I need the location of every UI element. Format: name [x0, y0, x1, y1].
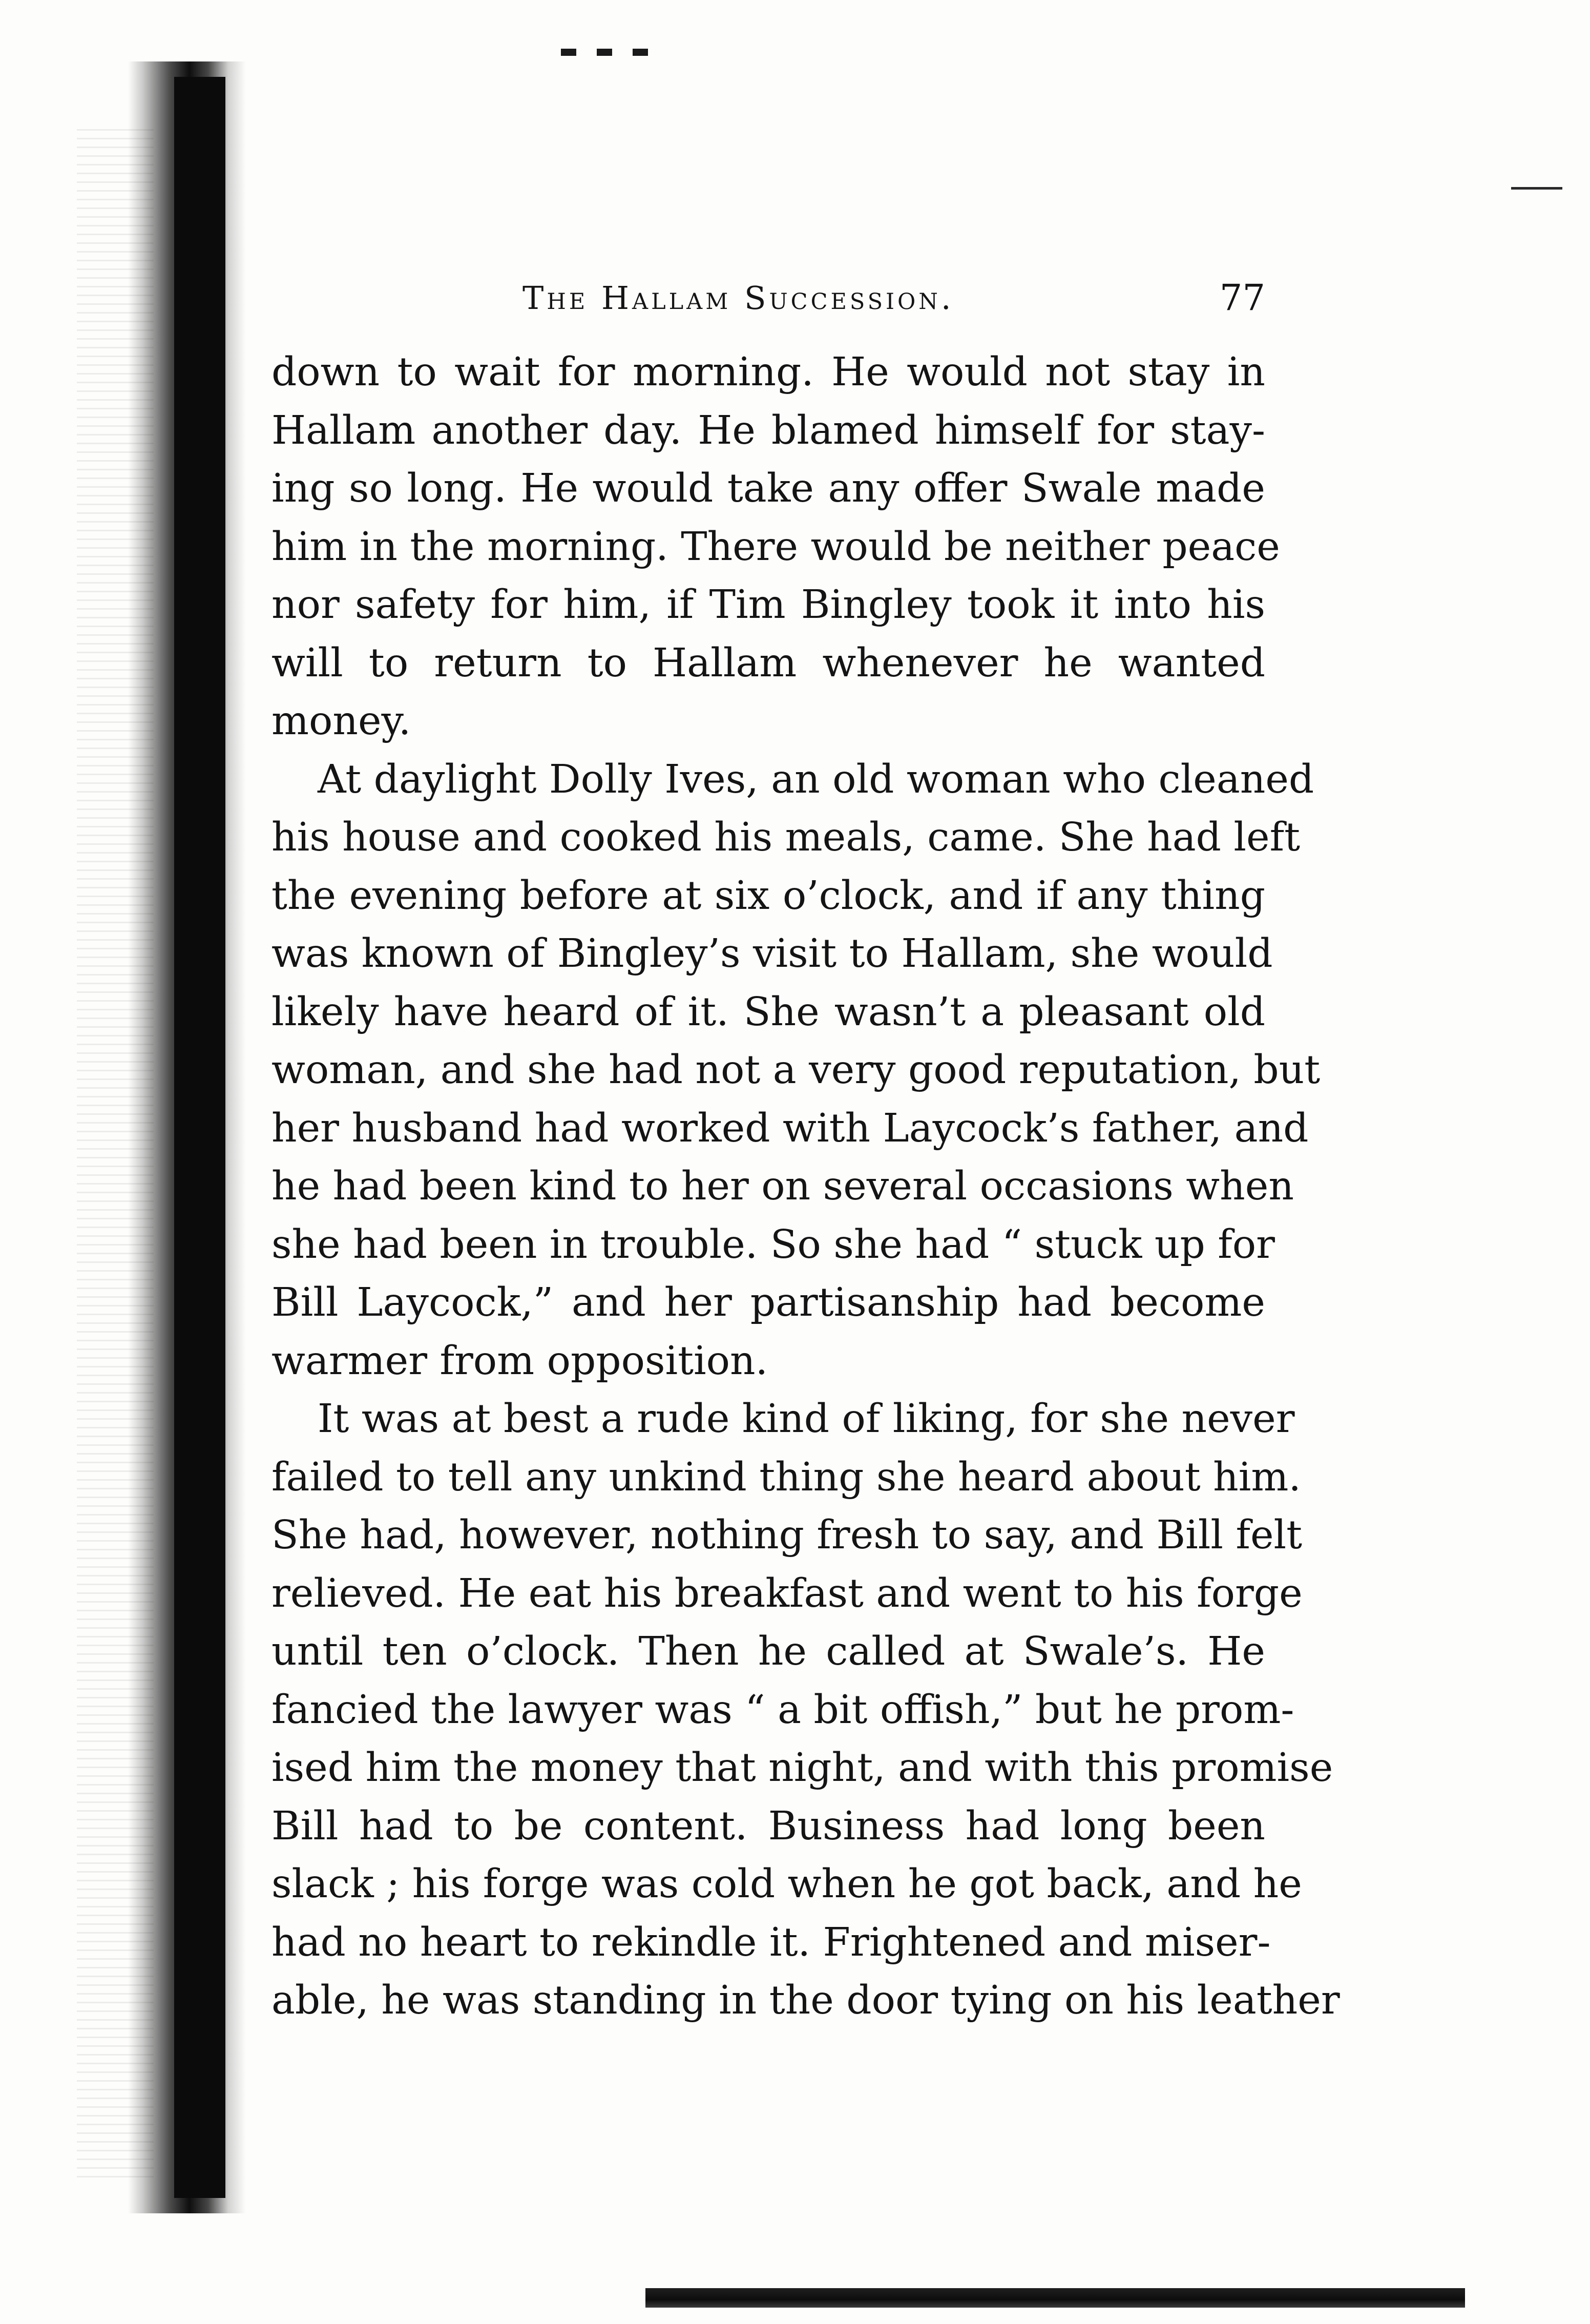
text-line: fancied the lawyer was “ a bit offish,” but he prom-: [271, 1687, 1294, 1733]
text-line: At daylight Dolly Ives, an old woman who cleaned: [318, 756, 1314, 802]
text-line: Bill Laycock,” and her partisanship had become: [271, 1280, 1265, 1325]
text-line: She had, however, nothing fresh to say, and Bill felt: [271, 1512, 1303, 1558]
text-line: slack ; his forge was cold when he got back, and he: [271, 1861, 1302, 1907]
text-line: the evening before at six o’clock, and if any thing: [271, 873, 1265, 919]
text-line: ing so long. He would take any offer Swale made: [271, 466, 1265, 511]
body-text: [271, 343, 1340, 2030]
text-line: able, he was standing in the door tying on his leather: [271, 1978, 1340, 2023]
text-line: likely have heard of it. She wasn’t a pleasant old: [271, 989, 1265, 1035]
running-head: The Hallam Succession.: [522, 279, 954, 317]
bottom-edge-shadow: [645, 2288, 1465, 2308]
text-line: It was at best a rude kind of liking, for she never: [318, 1396, 1295, 1442]
text-line: money.: [271, 698, 411, 744]
text-line: down to wait for morning. He would not stay in: [271, 349, 1265, 395]
text-line: his house and cooked his meals, came. She had left: [271, 815, 1301, 860]
text-line: failed to tell any unkind thing she heard about him.: [271, 1454, 1301, 1500]
margin-rule-mark: [1511, 187, 1562, 190]
page-number: 77: [1219, 277, 1265, 319]
text-line: she had been in trouble. So she had “ stuck up for: [271, 1221, 1275, 1268]
text-line: warmer from opposition.: [271, 1338, 768, 1384]
text-line: he had been kind to her on several occasions when: [271, 1164, 1294, 1209]
binding-shadow-core: [174, 77, 225, 2198]
text-line: will to return to Hallam whenever he wanted: [271, 640, 1265, 686]
text-line: her husband had worked with Laycock’s father, and: [271, 1105, 1309, 1151]
text-line: had no heart to rekindle it. Frightened and miser-: [271, 1919, 1271, 1965]
text-line: Hallam another day. He blamed himself for stay-: [271, 407, 1265, 453]
text-line: relieved. He eat his breakfast and went to his forge: [271, 1570, 1303, 1616]
text-line: Bill had to be content. Business had long been: [271, 1803, 1265, 1849]
page-header: [271, 266, 1265, 318]
text-line: woman, and she had not a very good reputation, but: [271, 1047, 1321, 1093]
text-line: ised him the money that night, and with this promise: [271, 1745, 1333, 1791]
top-dash-marks: [561, 49, 653, 56]
text-line: was known of Bingley’s visit to Hallam, she would: [271, 931, 1273, 977]
text-line: nor safety for him, if Tim Bingley took it into his: [271, 582, 1265, 628]
text-line: him in the morning. There would be neither peace: [271, 524, 1280, 570]
text-line: until ten o’clock. Then he called at Swale’s. He: [271, 1629, 1265, 1674]
